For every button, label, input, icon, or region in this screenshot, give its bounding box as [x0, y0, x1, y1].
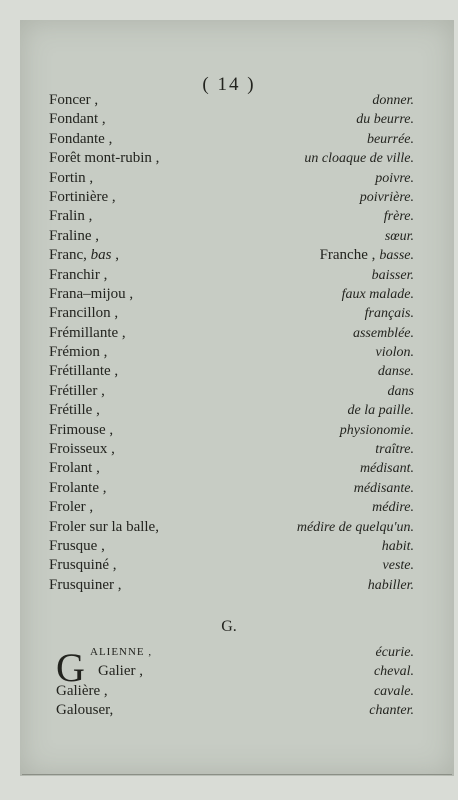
page-number: ( 14 )	[202, 74, 256, 95]
entry-term: Fortin ,	[49, 169, 94, 186]
entry-term: Frimouse ,	[49, 421, 114, 438]
entry-term: Fondante ,	[49, 130, 113, 147]
entry-definition: poivre.	[375, 170, 414, 186]
glossary-row	[0, 362, 458, 381]
entry-definition: baisser.	[371, 267, 414, 283]
entry-definition-roman: Franche ,	[319, 247, 376, 264]
glossary-row	[0, 91, 458, 110]
entry-definition: habit.	[381, 538, 414, 554]
entry-term: Frémillante ,	[49, 324, 126, 341]
glossary-entries-f	[0, 91, 458, 595]
entry-term: Froler sur la balle,	[49, 518, 159, 535]
entry-term: Froisseux ,	[49, 441, 115, 458]
glossary-row	[0, 479, 458, 498]
entry-definition: de la paille.	[347, 403, 414, 419]
entry-definition: danse.	[377, 364, 414, 380]
glossary-row	[0, 401, 458, 420]
entry-definition: médisante.	[353, 480, 414, 496]
drop-cap-letter: G	[56, 645, 85, 690]
entry-term-text: Franc,	[49, 247, 87, 264]
entry-term: Froler ,	[49, 499, 94, 516]
glossary-row	[0, 459, 458, 478]
glossary-row	[0, 207, 458, 226]
glossary-row	[0, 421, 458, 440]
entry-term: Fortinière ,	[49, 188, 116, 205]
glossary-row	[0, 498, 458, 517]
entry-term: Fralin ,	[49, 208, 93, 225]
entry-definition: médire de quelqu'un.	[296, 519, 414, 535]
page-bottom-edge	[22, 774, 452, 775]
glossary-row	[0, 537, 458, 556]
entry-definition: sœur.	[384, 228, 414, 244]
entry-term: Galière ,	[56, 682, 108, 699]
entry-definition: chanter.	[369, 703, 414, 719]
glossary-row	[0, 662, 458, 681]
entry-term: Fraline ,	[49, 227, 99, 244]
entry-term: Frétille ,	[49, 402, 100, 419]
entry-term: Galouser,	[56, 702, 114, 719]
glossary-row	[0, 285, 458, 304]
entry-definition: français.	[364, 306, 414, 322]
entry-term	[49, 246, 119, 265]
glossary-row	[0, 324, 458, 343]
glossary-row	[0, 682, 458, 701]
glossary-row	[0, 440, 458, 459]
entry-term-italic: bas	[90, 247, 112, 264]
glossary-row	[0, 227, 458, 246]
glossary-row	[0, 643, 458, 662]
entry-definition: médisant.	[359, 461, 414, 477]
glossary-row	[0, 188, 458, 207]
entry-term: Galier ,	[98, 663, 143, 680]
entry-term: Frétillante ,	[49, 363, 119, 380]
entry-term: Frusque ,	[49, 537, 105, 554]
entry-definition: cheval.	[373, 664, 414, 680]
glossary-row	[0, 169, 458, 188]
entry-definition: beurrée.	[366, 131, 414, 147]
entry-definition: veste.	[382, 558, 414, 574]
entry-term: Fondant ,	[49, 111, 106, 128]
glossary-row	[0, 343, 458, 362]
entry-term: Francillon ,	[49, 305, 119, 322]
entry-definition: cavale.	[373, 683, 414, 699]
entry-definition: dans	[387, 383, 414, 399]
entry-definition-italic: basse.	[379, 248, 414, 264]
entry-term: Frétiller ,	[49, 382, 105, 399]
entry-definition: un cloaque de ville.	[304, 151, 414, 167]
glossary-row	[0, 382, 458, 401]
entry-term: Frémion ,	[49, 344, 108, 361]
entry-term: ALIENNE ,	[90, 646, 153, 658]
glossary-entries-g	[0, 643, 458, 721]
glossary-row	[0, 518, 458, 537]
entry-term-suffix: ,	[111, 247, 119, 264]
glossary-row	[0, 576, 458, 595]
glossary-row	[0, 110, 458, 129]
glossary-row	[0, 246, 458, 265]
entry-term: Foncer ,	[49, 92, 99, 108]
glossary-row	[0, 130, 458, 149]
glossary-row	[0, 701, 458, 720]
entry-definition: frère.	[383, 209, 414, 225]
entry-definition	[320, 246, 414, 265]
entry-definition: violon.	[375, 345, 414, 361]
entry-definition: traître.	[375, 442, 414, 458]
glossary-row	[0, 304, 458, 323]
entry-term: Forêt mont-rubin ,	[49, 150, 160, 167]
entry-term: Frana–mijou ,	[49, 285, 134, 302]
entry-term: Frusquiner ,	[49, 576, 122, 593]
entry-term: Franchir ,	[49, 266, 108, 283]
entry-definition: habiller.	[367, 577, 414, 593]
glossary-row	[0, 149, 458, 168]
entry-term: Frusquiné ,	[49, 557, 117, 574]
entry-definition: écurie.	[375, 645, 414, 660]
entry-definition: du beurre.	[356, 112, 414, 128]
entry-definition: médire.	[372, 500, 414, 516]
entry-term: Frolant ,	[49, 460, 100, 477]
entry-definition: donner.	[372, 93, 414, 108]
entry-definition: physionomie.	[339, 422, 414, 438]
section-heading-g: G.	[221, 618, 237, 635]
entry-definition: faux malade.	[341, 286, 414, 302]
glossary-row	[0, 556, 458, 575]
entry-definition: assemblée.	[352, 325, 414, 341]
glossary-row	[0, 266, 458, 285]
entry-term: Frolante ,	[49, 479, 107, 496]
entry-definition: poivrière.	[359, 189, 414, 205]
